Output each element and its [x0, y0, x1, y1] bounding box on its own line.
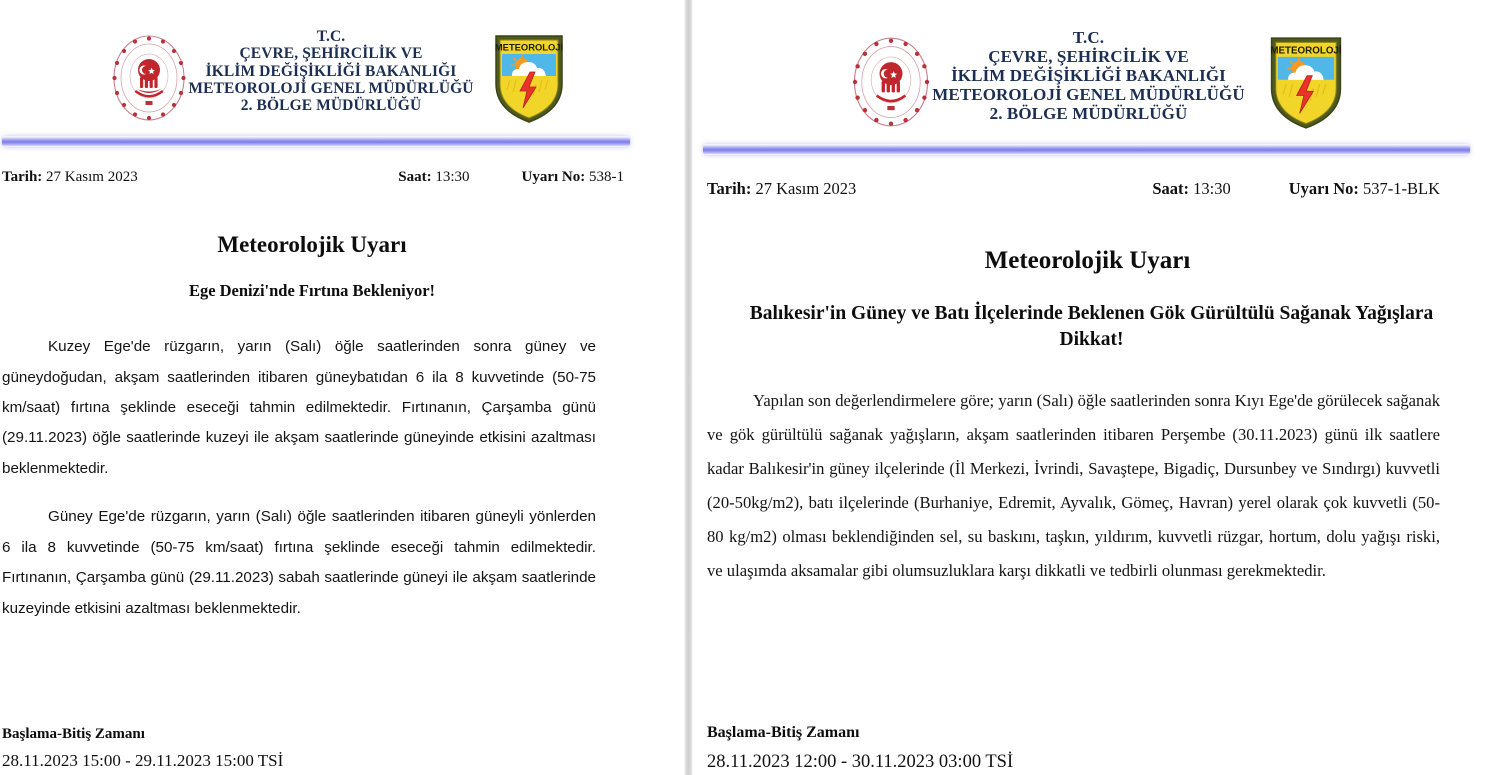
- letterhead-line-5: 2. BÖLGE MÜDÜRLÜĞÜ: [989, 104, 1188, 124]
- page-title-right: Meteorolojik Uyarı: [984, 247, 1191, 274]
- letterhead-line-5: 2. BÖLGE MÜDÜRLÜĞÜ: [240, 97, 422, 115]
- validity-value: 28.11.2023 15:00 - 29.11.2023 15:00 TSİ: [2, 751, 284, 770]
- letterhead-line-4: METEOROLOJİ GENEL MÜDÜRLÜĞÜ: [932, 85, 1245, 105]
- meta-warning-number: [522, 169, 625, 186]
- meta-time-value: 13:30: [1193, 179, 1231, 198]
- letterhead-line-2: ÇEVRE, ŞEHİRCİLİK VE: [988, 47, 1189, 67]
- meta-number-value: 537-1-BLK: [1363, 179, 1440, 198]
- validity-label: Başlama-Bitiş Zamanı: [2, 726, 145, 742]
- shield-text: METEOROLOJİ: [1270, 45, 1342, 57]
- ministry-title-block: [932, 28, 1245, 123]
- meteoroloji-shield-icon: [1265, 34, 1347, 132]
- meta-time-label: Saat:: [1152, 179, 1190, 198]
- meta-time-label: Saat:: [398, 169, 432, 185]
- meta-number-value: 538-1: [589, 169, 624, 185]
- body-text-right: [707, 384, 1440, 588]
- header-divider-left: [2, 136, 630, 147]
- letterhead-line-1: T.C.: [316, 28, 346, 45]
- meta-date: [707, 179, 856, 199]
- meta-date-value: 27 Kasım 2023: [46, 169, 138, 185]
- purple-divider-bar: [703, 144, 1470, 155]
- paragraph: Yapılan son değerlendirmelere göre; yarın (Salı) öğle saatlerinden sonra Kıyı Ege'de görülecek sağanak ve gök gürültülü sağanak yağışların, akşam saatlerinden itibaren Perşembe (30.11.2023) günü ilk saatlere kadar Balıkesir'in güney ilçelerinde (İl Merkezi, İvrindi, Savaştepe, Bigadiç, Dursunbey ve Sındırgı) kuvvetli (20-50kg/m2), batı ilçelerinde (Burhaniye, Edremit, Ayvalık, Gömeç, Havran) yerel olarak çok kuvvetli (50-80 kg/m2) olması beklendiğinden sel, su baskını, taşkın, yıldırım, kuvvetli rüzgar, hortum, dolu yağışı riski, ve ulaşımda aksamalar gibi olumsuzluklara karşı dikkatli ve tedbirli olunması gerekmektedir.: [707, 390, 1440, 580]
- meta-number-label: Uyarı No:: [1288, 179, 1359, 198]
- body-text-left: [2, 332, 596, 624]
- header-divider-right: [703, 144, 1470, 155]
- letterhead-right: [693, 0, 1500, 132]
- page-title-left: Meteorolojik Uyarı: [217, 232, 407, 257]
- letterhead-line-1: T.C.: [1072, 28, 1105, 47]
- document-meta-right: [707, 179, 1500, 199]
- ministry-title-block: [188, 28, 473, 115]
- meta-warning-number: [1289, 179, 1440, 199]
- meteoroloji-shield-icon: [490, 32, 568, 126]
- validity-block-right: [707, 724, 1013, 773]
- shield-text: METEOROLOJİ: [494, 41, 563, 53]
- letterhead-line-2: ÇEVRE, ŞEHİRCİLİK VE: [239, 45, 423, 63]
- validity-label: Başlama-Bitiş Zamanı: [707, 724, 860, 741]
- ministry-emblem-icon: [850, 34, 932, 130]
- document-separator: [684, 0, 693, 775]
- document-meta-left: [2, 169, 684, 186]
- letterhead-line-3: İKLİM DEĞİŞİKLİĞİ BAKANLIĞI: [951, 66, 1226, 86]
- page-subtitle-left: Ege Denizi'nde Fırtına Bekleniyor!: [188, 281, 436, 300]
- meta-date: [2, 169, 138, 186]
- warning-document-left: [0, 0, 684, 775]
- paragraph: Güney Ege'de rüzgarın, yarın (Salı) öğle saatlerinden itibaren güneyli yönlerden 6 ila 8 kuvvetinde (50-75 km/saat) fırtına şeklinde eseceği tahmin edilmektedir. Fırtınanın, Çarşamba günü (29.11.2023) sabah saatlerinde güneyi ile akşam saatlerinde kuzeyinde etkisini azaltması beklenmektedir.: [2, 508, 596, 617]
- meta-time: [1152, 179, 1230, 199]
- meta-date-label: Tarih:: [2, 169, 43, 185]
- letterhead-line-3: İKLİM DEĞİŞİKLİĞİ BAKANLIĞI: [205, 62, 457, 80]
- warning-document-right: [693, 0, 1500, 775]
- validity-value: 28.11.2023 12:00 - 30.11.2023 03:00 TSİ: [707, 752, 1014, 772]
- validity-block-left: [2, 726, 283, 771]
- meta-time: [398, 169, 469, 186]
- letterhead-line-4: METEOROLOJİ GENEL MÜDÜRLÜĞÜ: [188, 80, 474, 98]
- paragraph: Kuzey Ege'de rüzgarın, yarın (Salı) öğle saatlerinden sonra güney ve güneydoğudan, akşam saatlerinden itibaren güneybatıdan 6 ila 8 kuvvetinde (50-75 km/saat) fırtına şeklinde eseceği tahmin edilmektedir. Fırtınanın, Çarşamba günü (29.11.2023) öğle saatlerinde kuzeyi ile akşam saatlerinde güneyinde etkisini azaltması beklenmektedir.: [2, 338, 596, 477]
- meta-time-value: 13:30: [435, 169, 470, 185]
- meta-date-label: Tarih:: [707, 179, 752, 198]
- purple-divider-bar: [2, 136, 630, 147]
- meta-number-label: Uyarı No:: [521, 169, 586, 185]
- letterhead-left: [0, 0, 684, 126]
- page-subtitle-right: Balıkesir'in Güney ve Batı İlçelerinde Beklenen Gök Gürültülü Sağanak Yağışlara Dikkat!: [749, 303, 1434, 351]
- ministry-emblem-icon: [110, 32, 188, 124]
- meta-date-value: 27 Kasım 2023: [755, 179, 857, 198]
